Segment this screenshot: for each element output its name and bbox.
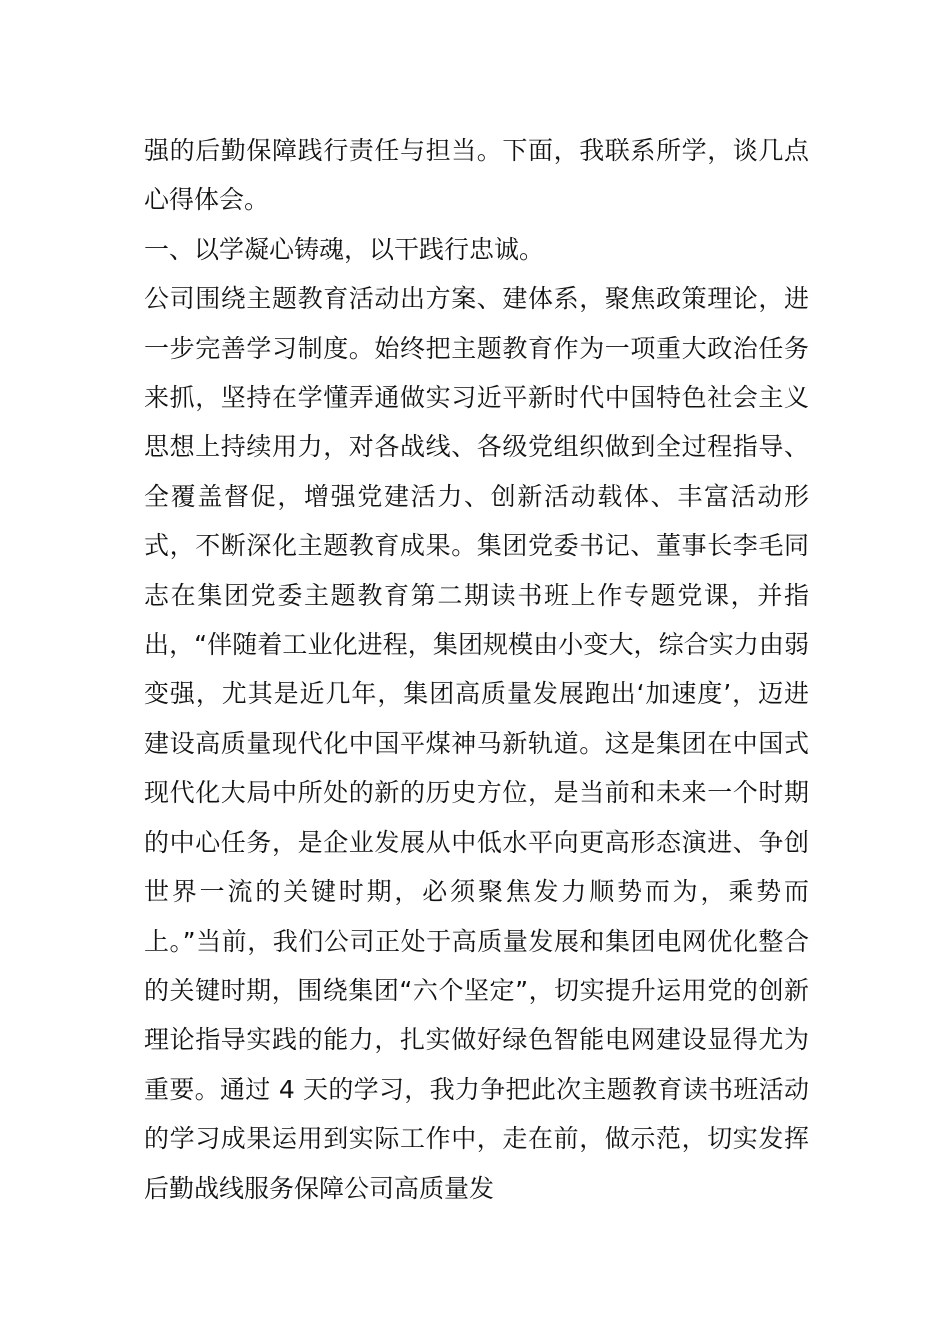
section-heading-1: 一、以学凝心铸魂，以干践行忠诚。 — [144, 234, 545, 264]
paragraph-intro-continuation: 强的后勤保障践行责任与担当。下面，我联系所学，谈几点心得体会。 — [144, 136, 809, 215]
paragraph-section-1-body: 公司围绕主题教育活动出方案、建体系，聚焦政策理论，进一步完善学习制度。始终把主题教育作为一项重大政治任务来抓，坚持在学懂弄通做实习近平新时代中国特色社会主义思想上持续用力，对各战线、各级党组织做到全过程指导、全覆盖督促，增强党建活力、创新活动载体、丰富活动形式，不断深化主题教育成果。集团党委书记、董事长李毛同志在集团党委主题教育第二期读书班上作专题党课，并指出，“伴随着工业化进程，集团规模由小变大，综合实力由弱变强，尤其是近几年，集团高质量发展跑出‘加速度’，迈进建设高质量现代化中国平煤神马新轨道。这是集团在中国式现代化大局中所处的新的历史方位，是当前和未来一个时期的中心任务，是企业发展从中低水平向更高形态演进、争创世界一流的关键时期，必须聚焦发力顺势而为，乘势而上。”当前，我们公司正处于高质量发展和集团电网优化整合的关键时期，围绕集团“六个坚定”，切实提升运用党的创新理论指导实践的能力，扎实做好绿色智能电网建设显得尤为重要。通过 4 天的学习，我力争把此次主题教育读书班活动的学习成果运用到实际工作中，走在前，做示范，切实发挥后勤战线服务保障公司高质量发 — [144, 284, 809, 1203]
document-body — [144, 126, 809, 1213]
